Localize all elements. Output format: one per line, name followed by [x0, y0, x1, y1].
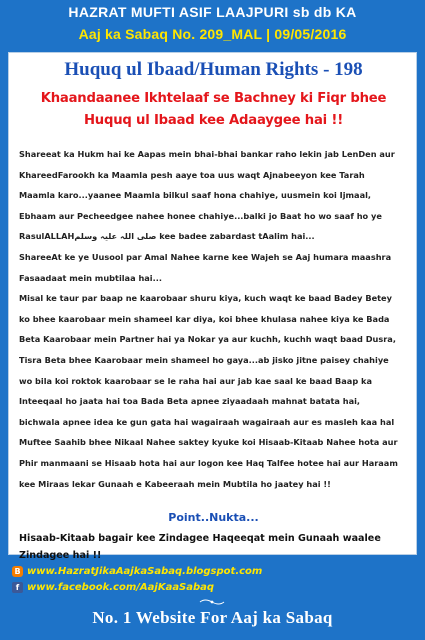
- facebook-url[interactable]: www.facebook.com/AajKaaSabaq: [27, 581, 215, 593]
- body-line: Maamla karo...yaanee Maamla bilkul saaf hona chahiye, uusmein koi Ijmaal,: [19, 190, 372, 201]
- headline-line-2: Huquq ul Ibaad kee Adaaygee hai !!: [83, 113, 344, 128]
- lesson-number-date: Aaj ka Sabaq No. 209_MAL | 09/05/2016: [78, 26, 347, 42]
- body-line: Ebhaam aur Pecheedgee nahee honee chahiye...balki jo Baat ho wo saaf ho ye: [19, 210, 382, 221]
- blog-link[interactable]: [12, 564, 262, 578]
- body-line: Inteeqaal ho jaata hai toa Bada Beta apnee ziyaadaah mahnat batata hai,: [19, 396, 361, 407]
- conclusion-line-1: Hisaab-Kitaab bagair kee Zindagee Haqeeqat mein Gunaah waalee: [19, 533, 381, 544]
- headline-line-1: Khaandaanee Ikhtelaaf se Bachney ki Fiqr bhee: [40, 91, 387, 106]
- body-line: bichwala apnee idea ke gun gata hai wagairaah wagairaah aur es masleh kaa hal: [19, 416, 395, 427]
- body-line: Tisra Beta bhee Kaarobaar mein shameel ho gaya...ab jisko jitne paisey chahiye: [19, 355, 389, 365]
- body-line: RasulALLAHصلی اللہ علیہ وسلم kee badee zabardast tAalim hai...: [19, 231, 315, 242]
- header-banner: [0, 0, 425, 52]
- author-title: HAZRAT MUFTI ASIF LAAJPURI sb db KA: [68, 4, 357, 20]
- body-line: Misal ke taur par baap ne kaarobaar shuru kiya, kuch waqt ke baad Badey Betey: [19, 293, 392, 304]
- body-line: KhareedFarookh ka Maamla pesh aaye toa uus waqt Ajnabeeyon kee Tarah: [19, 169, 365, 180]
- conclusion-line-2: Zindagee hai !!: [19, 550, 102, 561]
- body-line: Muftee Saahib bhee Nikaal Nahee saktey kyuke koi Hisaab-Kitaab Nahee hota aur: [19, 437, 398, 448]
- blogger-icon: B: [12, 566, 23, 577]
- divider-ornament-icon: [198, 597, 226, 607]
- topic-title: Huquq ul Ibaad/Human Rights - 198: [64, 59, 363, 80]
- footer-tagline: No. 1 Website For Aaj ka Sabaq: [92, 608, 333, 627]
- body-line: ShareeAt ke ye Uusool par Amal Nahee karne kee Wajeh se Aaj humara maashra: [19, 252, 392, 262]
- facebook-link[interactable]: [12, 580, 214, 594]
- content-panel: [8, 52, 417, 561]
- body-line: ko bhee kaarobaar mein shameel kar diya, koi bhee khulasa nahee kiya ke Bada: [19, 313, 390, 324]
- body-line: Shareeat ka Hukm hai ke Aapas mein bhai-bhai bankar raho lekin jab LenDen aur: [19, 149, 395, 159]
- body-line: kee Miraas lekar Gunaah e Kabeeraah mein Mubtila ho jaatey hai !!: [19, 478, 331, 489]
- body-line: Fasaadaat mein mubtilaa hai...: [19, 272, 162, 283]
- facebook-icon: f: [12, 582, 23, 593]
- point-heading: Point..Nukta...: [168, 511, 259, 524]
- blog-url[interactable]: www.HazratJikaAajkaSabaq.blogspot.com: [27, 565, 263, 577]
- body-line: wo bila koi roktok kaarobaar se le raha hai aur jab kae saal ke baad Baap ka: [19, 375, 373, 386]
- body-line: Phir manmaani se Hisaab hota hai aur logon kee Haq Talfee hotee hai aur Haraam: [19, 458, 398, 468]
- body-line: Beta Kaarobaar mein Partner hai ya Nokar ya aur kuchh, kuchh waqt baad Dusra,: [19, 334, 396, 345]
